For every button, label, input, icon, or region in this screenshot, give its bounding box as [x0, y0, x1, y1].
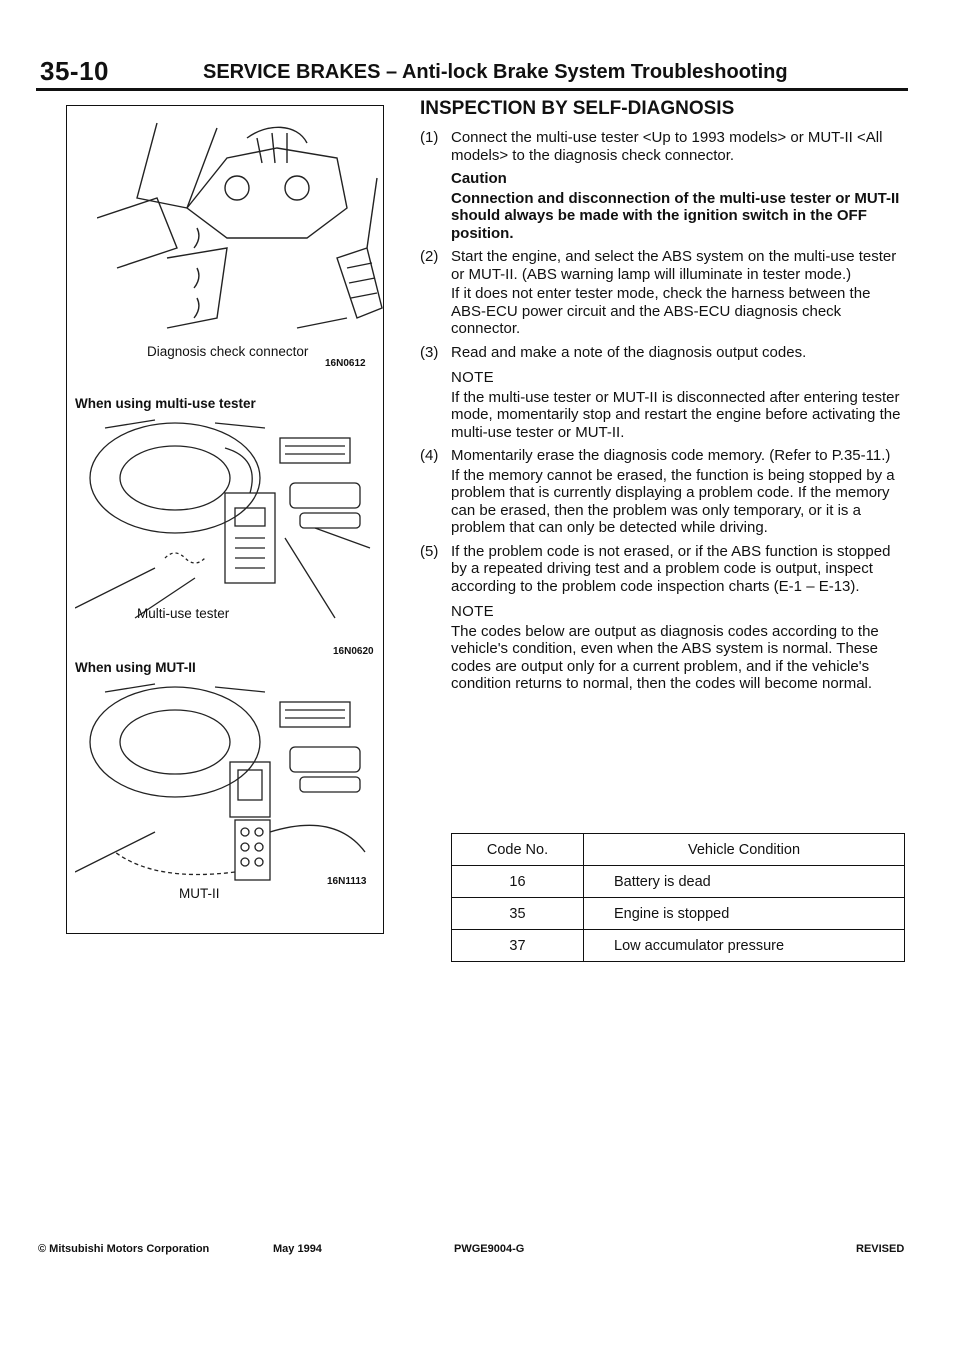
- step-text: Read and make a note of the diagnosis output codes.: [451, 343, 807, 361]
- connector-figure-code: 16N0612: [325, 358, 366, 369]
- condition-cell: Low accumulator pressure: [584, 930, 905, 962]
- caution-text: Connection and disconnection of the multi-use tester or MUT-II should always be made with the ignition switch in the OFF position.: [451, 189, 900, 242]
- page-number: 35-10: [40, 56, 109, 86]
- step-text: If it does not enter tester mode, check the harness between the ABS-ECU power circuit and the ABS-ECU diagnosis check connector.: [451, 285, 871, 337]
- footer-date: May 1994: [273, 1243, 322, 1255]
- mut-heading: When using MUT-II: [75, 660, 196, 675]
- step-text: Connect the multi-use tester <Up to 1993 models> or MUT-II <All models> to the diagnosis check connector.: [451, 129, 883, 164]
- connector-label: Diagnosis check connector: [147, 344, 309, 359]
- inspection-section: [420, 98, 908, 699]
- code-cell: 16: [452, 866, 584, 898]
- step-2: [420, 248, 908, 338]
- condition-cell: Engine is stopped: [584, 898, 905, 930]
- step-number: (2): [420, 248, 439, 265]
- page-header: [36, 56, 908, 96]
- table-row: [452, 898, 905, 930]
- inspection-heading: INSPECTION BY SELF-DIAGNOSIS: [420, 98, 735, 119]
- code-cell: 37: [452, 930, 584, 962]
- note-text: If the multi-use tester or MUT-II is disconnected after entering tester mode, momentarily stop and restart the engine before activating the multi-use tester or MUT-II.: [451, 388, 901, 441]
- note-label: NOTE: [451, 603, 494, 620]
- code-cell: 35: [452, 898, 584, 930]
- table-row: [452, 930, 905, 962]
- step-number: (5): [420, 542, 439, 560]
- step-1: [420, 129, 908, 242]
- step-5: [420, 543, 908, 693]
- multi-use-heading: When using multi-use tester: [75, 396, 256, 411]
- note-text: The codes below are output as diagnosis codes according to the vehicle's condition, even when the ABS system is normal. These codes are output only for a current problem, and if the vehicle's condition returns to normal, then the codes will become normal.: [451, 622, 879, 692]
- step-text: If the problem code is not erased, or if the ABS function is stopped by a repeated driving test and a problem code is output, inspect according to the problem code inspection charts (E-1 – E-13).: [451, 542, 891, 595]
- multi-use-tester-illustration: [75, 418, 375, 623]
- step-number: (1): [420, 129, 439, 146]
- footer-doc-code: PWGE9004-G: [454, 1243, 525, 1255]
- table-row: [452, 866, 905, 898]
- section-title: SERVICE BRAKES – Anti-lock Brake System Troubleshooting: [203, 61, 788, 83]
- figure-panel: [66, 105, 384, 934]
- footer-status: REVISED: [856, 1243, 905, 1255]
- caution-label: Caution: [451, 170, 507, 187]
- diagnosis-connector-illustration: [97, 118, 397, 348]
- step-text: Start the engine, and select the ABS system on the multi-use tester or MUT-II. (ABS warning lamp will illuminate in tester mode.): [451, 248, 897, 283]
- step-text: If the memory cannot be erased, the function is being stopped by a problem that is currently displaying a problem code. If the memory can be erased, then the problem was only temporary, or it is a problem that can only be detected while driving.: [451, 466, 895, 536]
- table-header-row: [452, 834, 905, 866]
- mut-figure-code: 16N1113: [327, 876, 367, 887]
- step-4: [420, 447, 908, 537]
- multi-use-tester-label: Multi-use tester: [137, 606, 230, 621]
- note-label: NOTE: [451, 369, 494, 386]
- step-3: [420, 344, 908, 442]
- mut-ii-label: MUT-II: [179, 886, 220, 901]
- header-rule: [36, 88, 908, 91]
- column-header: Code No.: [452, 834, 584, 866]
- footer-copyright: © Mitsubishi Motors Corporation: [38, 1243, 210, 1255]
- condition-cell: Battery is dead: [584, 866, 905, 898]
- diagnosis-codes-table: [451, 833, 905, 962]
- multi-use-figure-code: 16N0620: [333, 646, 374, 657]
- step-text: Momentarily erase the diagnosis code memory. (Refer to P.35-11.): [451, 447, 891, 464]
- step-number: (4): [420, 447, 439, 464]
- column-header: Vehicle Condition: [584, 834, 905, 866]
- step-number: (3): [420, 343, 439, 361]
- mut-ii-illustration: [75, 682, 375, 887]
